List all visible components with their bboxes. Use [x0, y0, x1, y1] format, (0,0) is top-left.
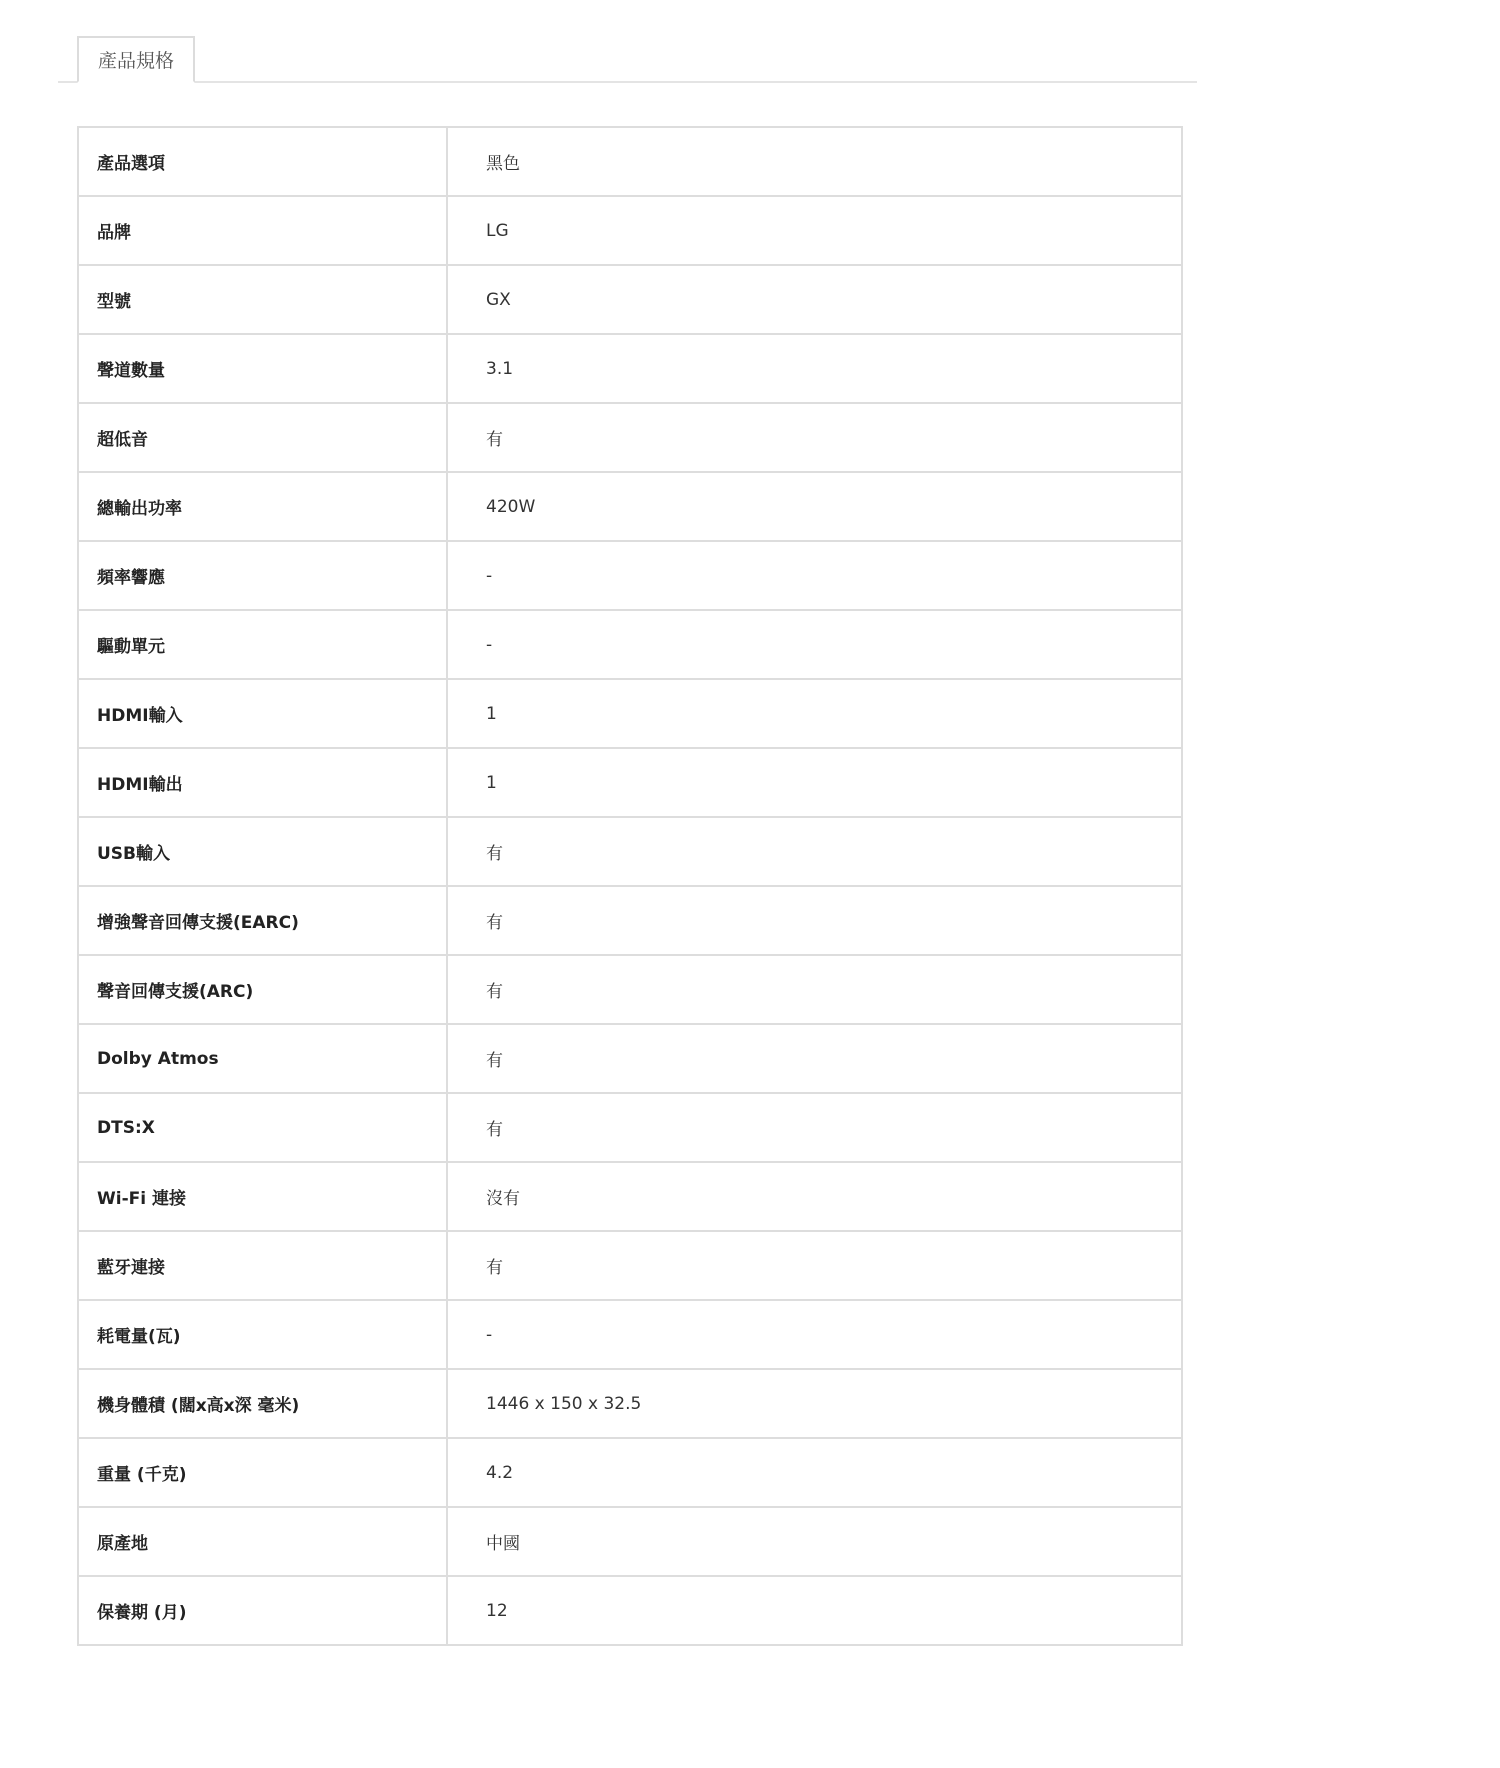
tab-bar	[58, 0, 1197, 83]
spec-value: 有	[447, 1093, 1182, 1162]
spec-label: Wi-Fi 連接	[78, 1162, 447, 1231]
spec-value: 有	[447, 1231, 1182, 1300]
table-row	[78, 886, 1182, 955]
table-row	[78, 1162, 1182, 1231]
table-row	[78, 1231, 1182, 1300]
table-row	[78, 1300, 1182, 1369]
table-row	[78, 1438, 1182, 1507]
spec-value: GX	[447, 265, 1182, 334]
spec-value: 黑色	[447, 127, 1182, 196]
table-row	[78, 748, 1182, 817]
table-row	[78, 1024, 1182, 1093]
table-row	[78, 679, 1182, 748]
spec-value: LG	[447, 196, 1182, 265]
table-row	[78, 1369, 1182, 1438]
spec-value: 有	[447, 955, 1182, 1024]
tab-product-specs[interactable]: 產品規格	[77, 36, 195, 83]
spec-value: -	[447, 610, 1182, 679]
spec-label: 耗電量(瓦)	[78, 1300, 447, 1369]
spec-table	[77, 126, 1183, 1646]
spec-label: 機身體積 (闊x高x深 毫米)	[78, 1369, 447, 1438]
spec-table-body	[78, 127, 1182, 1645]
spec-value: 3.1	[447, 334, 1182, 403]
spec-value: 中國	[447, 1507, 1182, 1576]
spec-value: 1446 x 150 x 32.5	[447, 1369, 1182, 1438]
table-row	[78, 955, 1182, 1024]
spec-value: 4.2	[447, 1438, 1182, 1507]
spec-value: 1	[447, 748, 1182, 817]
table-row	[78, 196, 1182, 265]
table-row	[78, 403, 1182, 472]
spec-value: 1	[447, 679, 1182, 748]
spec-label: 聲道數量	[78, 334, 447, 403]
spec-label: 重量 (千克)	[78, 1438, 447, 1507]
spec-label: 保養期 (月)	[78, 1576, 447, 1645]
table-row	[78, 472, 1182, 541]
spec-value: -	[447, 541, 1182, 610]
spec-value: 沒有	[447, 1162, 1182, 1231]
spec-value: -	[447, 1300, 1182, 1369]
spec-value: 有	[447, 886, 1182, 955]
spec-label: 頻率響應	[78, 541, 447, 610]
table-row	[78, 1093, 1182, 1162]
table-row	[78, 610, 1182, 679]
spec-label: 驅動單元	[78, 610, 447, 679]
spec-label: 藍牙連接	[78, 1231, 447, 1300]
spec-label: 原產地	[78, 1507, 447, 1576]
spec-value: 有	[447, 403, 1182, 472]
spec-label: 總輸出功率	[78, 472, 447, 541]
spec-label: 型號	[78, 265, 447, 334]
table-row	[78, 817, 1182, 886]
table-row	[78, 265, 1182, 334]
spec-label: USB輸入	[78, 817, 447, 886]
spec-label: 聲音回傳支援(ARC)	[78, 955, 447, 1024]
spec-label: HDMI輸出	[78, 748, 447, 817]
table-row	[78, 541, 1182, 610]
table-row	[78, 334, 1182, 403]
spec-value: 420W	[447, 472, 1182, 541]
table-row	[78, 1576, 1182, 1645]
spec-value: 12	[447, 1576, 1182, 1645]
table-row	[78, 127, 1182, 196]
spec-label: 增強聲音回傳支援(EARC)	[78, 886, 447, 955]
spec-value: 有	[447, 1024, 1182, 1093]
spec-label: DTS:X	[78, 1093, 447, 1162]
spec-label: Dolby Atmos	[78, 1024, 447, 1093]
spec-label: 產品選項	[78, 127, 447, 196]
spec-label: 超低音	[78, 403, 447, 472]
table-row	[78, 1507, 1182, 1576]
spec-value: 有	[447, 817, 1182, 886]
spec-label: 品牌	[78, 196, 447, 265]
spec-label: HDMI輸入	[78, 679, 447, 748]
